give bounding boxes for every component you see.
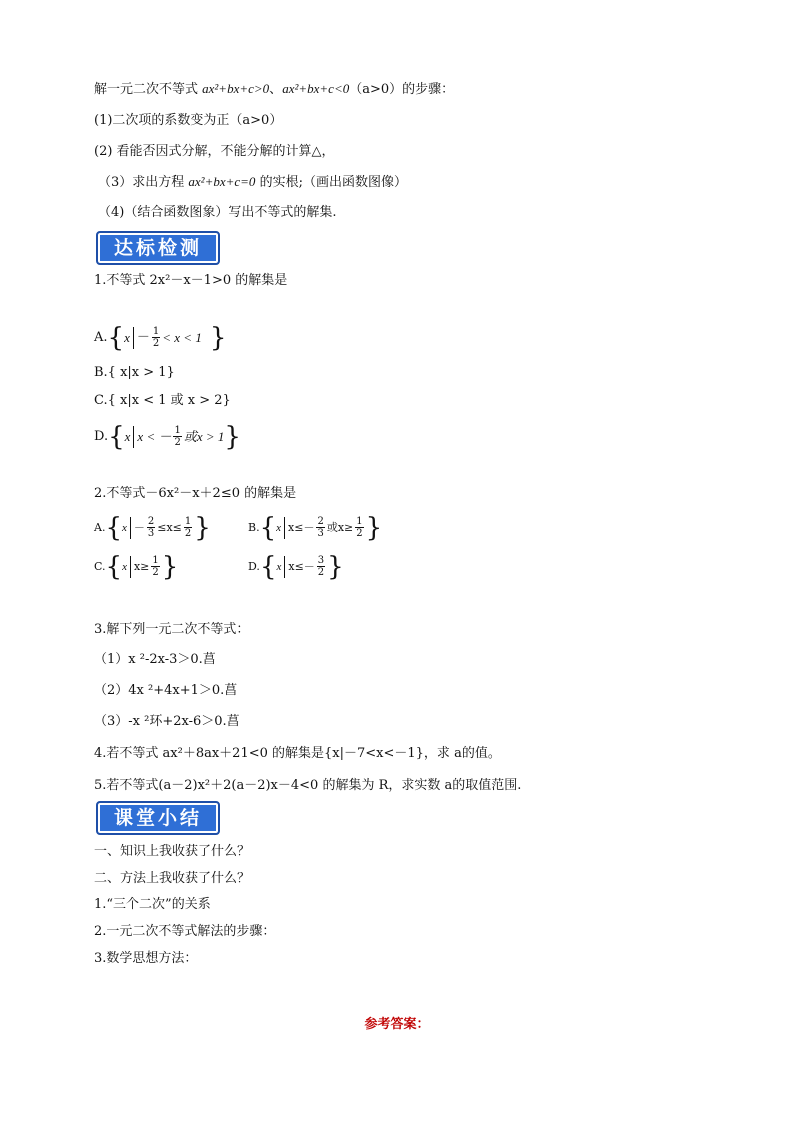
q2-option-c: C. { x x≥ $\frac{1}{2}$ } xyxy=(94,551,179,582)
banner-summary: 课堂小结 xyxy=(96,801,220,835)
banner-practice: 达标检测 xyxy=(96,231,220,265)
inequality-2: ax²+bx+c<0 xyxy=(282,81,350,96)
q3-part-1: （1）x ²-2x-3＞0.菖 xyxy=(94,652,216,667)
q1-option-b: B.{ x|x > 1} xyxy=(94,365,175,380)
q4: 4.若不等式 ax²＋8ax＋21<0 的解集是{x|－7<x<－1}，求 a的值。 xyxy=(94,746,501,761)
step-4: （4)（结合函数图象）写出不等式的解集. xyxy=(98,205,337,220)
summary-line-1: 一、知识上我收获了什么？ xyxy=(94,844,251,859)
q3-part-3: （3）-x ²环+2x-6＞0.菖 xyxy=(94,714,240,729)
q1-option-c: C.{ x|x < 1 或 x > 2} xyxy=(94,393,231,408)
summary-line-4: 2.一元二次不等式解法的步骤： xyxy=(94,924,276,939)
q1-option-d: D. { x x < － $\frac{1}{2}$ 或x > 1 } xyxy=(94,421,241,452)
step-3: （3）求出方程 ax²+bx+c=0 的实根;（画出函数图像） xyxy=(98,174,407,190)
summary-line-2: 二、方法上我收获了什么？ xyxy=(94,871,251,886)
step-2: (2) 看能否因式分解，不能分解的计算△， xyxy=(94,144,335,159)
q2-stem: 2.不等式－6x²－x＋2≤0 的解集是 xyxy=(94,486,297,501)
equation: ax²+bx+c=0 xyxy=(188,174,256,189)
answer-title: 参考答案： xyxy=(364,1017,430,1032)
steps-intro: 解一元二次不等式 ax²+bx+c>0、ax²+bx+c<0（a>0）的步骤： xyxy=(94,81,455,97)
q1-option-a: A. { x － $\frac{1}{2}$ < x < 1 } xyxy=(94,322,227,353)
q3-stem: 3.解下列一元二次不等式： xyxy=(94,622,250,637)
step-1: (1)二次项的系数变为正（a>0） xyxy=(94,113,283,128)
inequality-1: ax²+bx+c>0 xyxy=(202,81,270,96)
q5: 5.若不等式(a－2)x²＋2(a－2)x－4<0 的解集为 R，求实数 a的取值范围. xyxy=(94,778,522,793)
q2-option-d: D. { x x≤－ $\frac{3}{2}$ } xyxy=(248,551,344,582)
summary-line-3: 1.“三个二次”的关系 xyxy=(94,897,211,912)
q2-option-b: B. { x x≤－ $\frac{2}{3}$ 或x≥ $\frac{1}{2}$ } xyxy=(248,512,383,543)
q3-part-2: （2）4x ²+4x+1＞0.菖 xyxy=(94,683,238,698)
q1-stem: 1.不等式 2x²－x－1>0 的解集是 xyxy=(94,273,288,288)
summary-line-5: 3.数学思想方法： xyxy=(94,951,198,966)
q2-option-a: A. { x － $\frac{2}{3}$ ≤x≤ $\frac{1}{2}$ } xyxy=(94,512,211,543)
fraction: $\frac{1}{2}$ xyxy=(174,425,181,448)
fraction: $\frac{1}{2}$ xyxy=(152,326,160,349)
